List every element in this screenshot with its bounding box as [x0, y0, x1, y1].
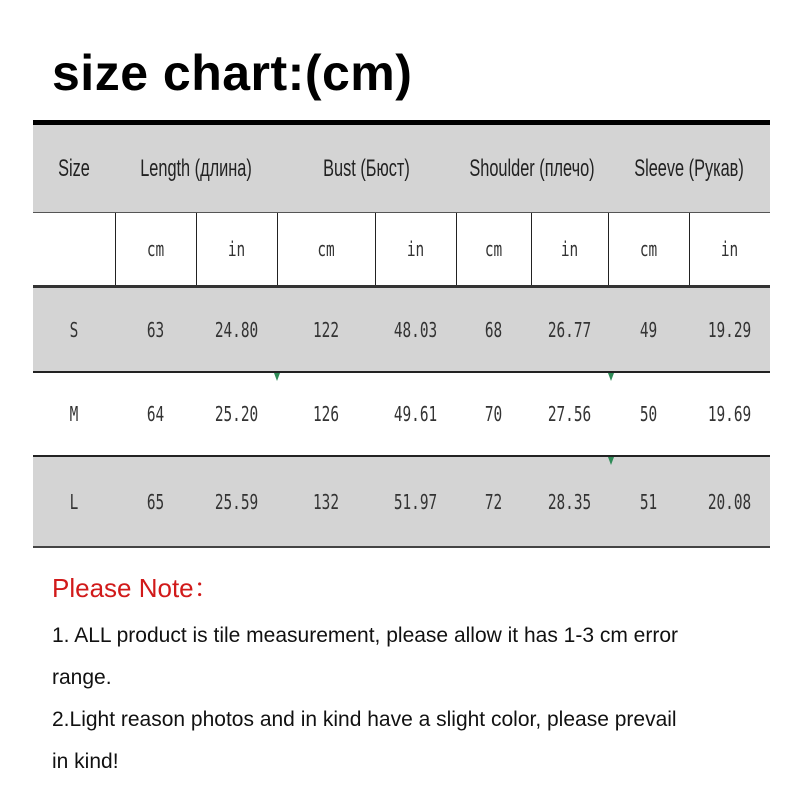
header-bust: Bust (Бюст) [323, 154, 410, 182]
unit-cell: in [406, 237, 425, 261]
value-cell: 51 [639, 489, 658, 514]
value-cell: 50 [639, 402, 658, 426]
value-cell: 26.77 [547, 317, 592, 342]
value-cell: 70 [484, 402, 503, 426]
table-units-row [33, 213, 770, 288]
value-cell: 49.61 [393, 402, 438, 426]
value-cell: 28.35 [547, 489, 592, 514]
size-cell: S [69, 317, 79, 342]
value-cell: 68 [484, 317, 503, 342]
table-header-row [33, 125, 770, 213]
value-cell: 126 [312, 402, 340, 426]
value-cell: 25.59 [214, 489, 259, 514]
unit-cell: cm [639, 237, 658, 261]
note-line: 1. ALL product is tile measurement, please allow it has 1-3 cm error [52, 624, 679, 647]
value-cell: 20.08 [707, 489, 752, 514]
value-cell: 72 [484, 489, 503, 514]
header-size: Size [58, 154, 90, 182]
table-row [33, 288, 770, 373]
unit-cell: in [560, 237, 579, 261]
value-cell: 19.69 [707, 402, 752, 426]
value-cell: 51.97 [393, 489, 438, 514]
table-row [33, 373, 770, 457]
value-cell: 64 [146, 402, 165, 426]
marker-tick [608, 457, 614, 465]
note-title: Please Note： [52, 573, 220, 603]
value-cell: 122 [312, 317, 340, 342]
page-title: size chart:(cm) [52, 45, 413, 101]
size-cell: M [69, 402, 79, 426]
note-line: 2.Light reason photos and in kind have a slight color, please prevail [52, 708, 677, 731]
value-cell: 65 [146, 489, 165, 514]
header-length: Length (длина) [140, 154, 252, 182]
value-cell: 19.29 [707, 317, 752, 342]
value-cell: 24.80 [214, 317, 259, 342]
value-cell: 27.56 [547, 402, 592, 426]
header-shoulder: Shoulder (плечо) [469, 154, 595, 182]
unit-cell: cm [484, 237, 503, 261]
note-line: in kind! [52, 750, 119, 773]
unit-cell: cm [317, 237, 335, 261]
value-cell: 63 [146, 317, 165, 342]
table-row [33, 457, 770, 548]
unit-cell: in [227, 237, 246, 261]
size-cell: L [69, 489, 79, 514]
value-cell: 48.03 [393, 317, 438, 342]
unit-cell: in [720, 237, 739, 261]
marker-tick [608, 373, 614, 381]
note-line: range. [52, 666, 112, 689]
marker-tick [274, 373, 280, 381]
value-cell: 49 [639, 317, 658, 342]
unit-cell: cm [146, 237, 165, 261]
value-cell: 25.20 [214, 402, 259, 426]
size-chart-table [33, 120, 770, 548]
value-cell: 132 [312, 489, 340, 514]
header-sleeve: Sleeve (Рукав) [634, 154, 744, 182]
